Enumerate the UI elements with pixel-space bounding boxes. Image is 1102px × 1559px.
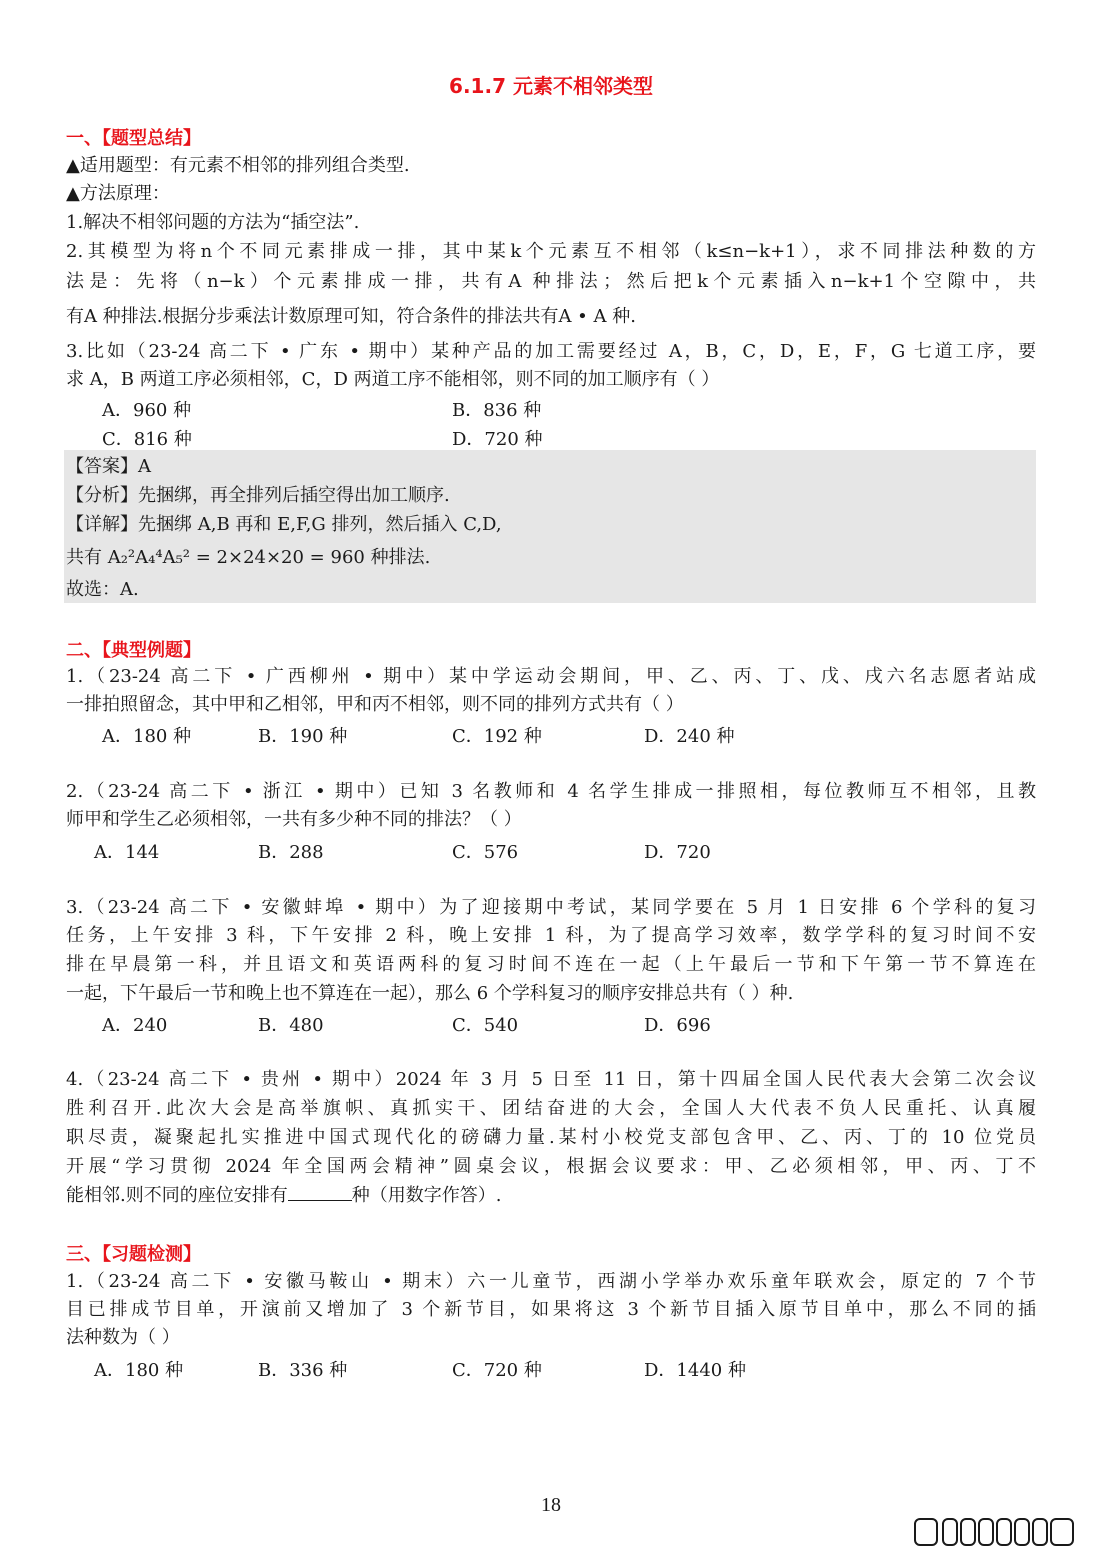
toggle-icon[interactable]	[1050, 1518, 1074, 1546]
principle-line-1: 1.解决不相邻问题的方法为“插空法”.	[66, 212, 360, 233]
method-principle-label: ▲方法原理：	[66, 183, 170, 204]
q2-option-b: B．288	[258, 842, 324, 863]
q3-option-a: A．240	[102, 1015, 168, 1036]
p1-option-d: D．1440 种	[644, 1360, 746, 1381]
q2-option-c: C．576	[452, 842, 519, 863]
bar-icon[interactable]	[996, 1518, 1012, 1546]
analysis-line: 【分析】先捆绑，再全排列后插空得出加工顺序.	[66, 485, 450, 506]
q1-option-a: A．180 种	[102, 726, 192, 747]
section-heading-summary: 一、【题型总结】	[66, 128, 201, 149]
detail-line-1: 【详解】先捆绑 A,B 再和 E,F,G 排列，然后插入 C,D,	[66, 514, 502, 535]
p1-line-3: 法种数为（ ）	[66, 1327, 180, 1348]
p1-option-a: A．180 种	[94, 1360, 184, 1381]
q3-option-d: D．696	[644, 1015, 711, 1036]
q4-line-5-start: 能相邻.则不同的座位安排有	[66, 1185, 288, 1206]
q2-option-d: D．720	[644, 842, 711, 863]
q1-line-2: 一排拍照留念，其中甲和乙相邻，甲和丙不相邻，则不同的排列方式共有（ ）	[66, 694, 684, 715]
principle-line-3: 法是：先将（n−k）个元素排成一排，共有A 种排法；然后把k个元素插入n−k+1个空隙中，共	[66, 271, 1036, 292]
viewer-toolbar	[910, 1510, 1078, 1558]
answer-blank	[288, 1184, 352, 1201]
q1-option-b: B．190 种	[258, 726, 348, 747]
p1-option-b: B．336 种	[258, 1360, 348, 1381]
q3-line-2: 任务，上午安排 3 科，下午安排 2 科，晚上安排 1 科，为了提高学习效率，数学学科的复习时间不安	[66, 925, 1036, 946]
q4-line-1: 4.（23-24 高二下 • 贵州 • 期中）2024 年 3 月 5 日至 11 日，第十四届全国人民代表大会第二次会议	[66, 1069, 1036, 1090]
answer-line: 【答案】A	[66, 456, 151, 477]
q3-line-3: 排在早晨第一科，并且语文和英语两科的复习时间不连在一起（上午最后一节和下午第一节不算连在	[66, 954, 1036, 975]
p1-line-1: 1.（23-24 高二下 • 安徽马鞍山 • 期末）六一儿童节，西湖小学举办欢乐童年联欢会，原定的 7 个节	[66, 1271, 1036, 1292]
q4-line-5	[66, 1184, 1036, 1208]
q1-option-d: D．240 种	[644, 726, 735, 747]
bar-icon[interactable]	[1014, 1518, 1030, 1546]
q4-line-4: 开展“学习贯彻 2024 年全国两会精神”圆桌会议，根据会议要求：甲、乙必须相邻，甲、丙、丁不	[66, 1156, 1036, 1177]
example-option-c: C．816 种	[102, 429, 192, 450]
example-option-b: B．836 种	[452, 400, 542, 421]
bar-icon[interactable]	[960, 1518, 976, 1546]
q2-option-a: A．144	[94, 842, 160, 863]
toggle-icon[interactable]	[914, 1518, 938, 1546]
q3-option-b: B．480	[258, 1015, 324, 1036]
q4-line-3: 职尽责，凝聚起扎实推进中国式现代化的磅礴力量.某村小校党支部包含甲、乙、丙、丁的 10 位党员	[66, 1127, 1036, 1148]
example-option-a: A．960 种	[102, 400, 192, 421]
section-heading-practice: 三、【习题检测】	[66, 1244, 201, 1265]
example-question-line-2: 求 A，B 两道工序必须相邻，C，D 两道工序不能相邻，则不同的加工顺序有（ ）	[66, 369, 720, 390]
page-title: 6.1.7 元素不相邻类型	[449, 74, 653, 98]
q2-line-1: 2.（23-24 高二下 • 浙江 • 期中）已知 3 名教师和 4 名学生排成一排照相，每位教师互不相邻，且教	[66, 781, 1036, 802]
q3-line-1: 3.（23-24 高二下 • 安徽蚌埠 • 期中）为了迎接期中考试，某同学要在 5 月 1 日安排 6 个学科的复习	[66, 897, 1036, 918]
q1-line-1: 1.（23-24 高二下 • 广西柳州 • 期中）某中学运动会期间，甲、乙、丙、丁、戊、戌六名志愿者站成	[66, 666, 1036, 687]
detail-line-2: 共有 A₂²A₄⁴A₅² = 2×24×20 = 960 种排法.	[66, 547, 431, 568]
principle-line-4: 有A 种排法.根据分步乘法计数原理可知，符合条件的排法共有A • A 种.	[66, 306, 636, 327]
bar-icon[interactable]	[942, 1518, 958, 1546]
example-option-d: D．720 种	[452, 429, 543, 450]
q1-option-c: C．192 种	[452, 726, 542, 747]
bar-icon[interactable]	[1032, 1518, 1048, 1546]
bar-icon[interactable]	[978, 1518, 994, 1546]
q3-option-c: C．540	[452, 1015, 519, 1036]
q3-line-4: 一起，下午最后一节和晚上也不算连在一起），那么 6 个学科复习的顺序安排总共有（ ）种.	[66, 983, 794, 1004]
section-heading-examples: 二、【典型例题】	[66, 640, 201, 661]
q4-line-2: 胜利召开.此次大会是高举旗帜、真抓实干、团结奋进的大会，全国人大代表不负人民重托、认真履	[66, 1098, 1036, 1119]
page-number: 18	[541, 1494, 561, 1516]
principle-line-2: 2.其模型为将n个不同元素排成一排，其中某k个元素互不相邻（k≤n−k+1），求不同排法种数的方	[66, 241, 1036, 262]
q2-line-2: 师甲和学生乙必须相邻，一共有多少种不同的排法？（ ）	[66, 809, 522, 830]
example-question-line-1: 3.比如（23-24 高二下 • 广东 • 期中）某种产品的加工需要经过 A，B，C，D，E，F，G 七道工序，要	[66, 341, 1036, 362]
p1-line-2: 目已排成节目单，开演前又增加了 3 个新节目，如果将这 3 个新节目插入原节目单中，那么不同的插	[66, 1299, 1036, 1320]
q4-line-5-end: 种（用数字作答）.	[351, 1185, 502, 1206]
applicable-type-text: ▲适用题型：有元素不相邻的排列组合类型.	[66, 155, 410, 176]
choice-line: 故选：A.	[66, 579, 139, 600]
p1-option-c: C．720 种	[452, 1360, 542, 1381]
